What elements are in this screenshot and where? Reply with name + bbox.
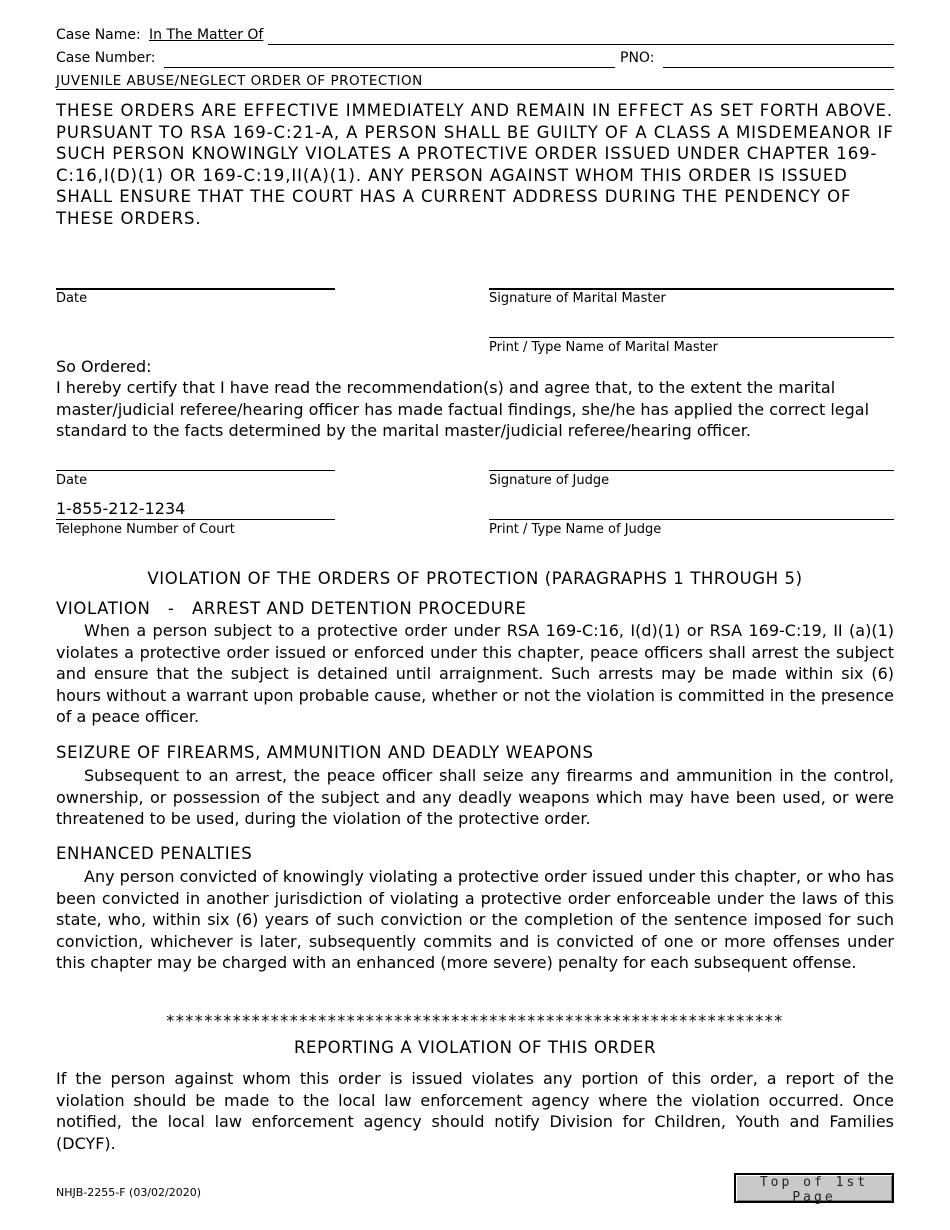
seizure-heading: SEIZURE OF FIREARMS, AMMUNITION AND DEADLY WEAPONS <box>56 743 594 762</box>
form-title: JUVENILE ABUSE/NEGLECT ORDER OF PROTECTION <box>56 73 423 89</box>
seizure-text: Subsequent to an arrest, the peace officer shall seize any firearms and ammunition in the control, ownership, or possession of the subject and any deadly weapons which may have been used, or were threatened to be used, during the violation of the protective order. <box>56 766 894 828</box>
judge-signature-label: Signature of Judge <box>489 473 610 488</box>
master-date-label: Date <box>56 291 88 306</box>
reporting-text: If the person against whom this order is issued violates any portion of this order, a report of the violation should be made to the local law enforcement agency where the violation occurred. Once notified, the local law enforcement agency should notify Division for Children, Youth and Families (DCYF). <box>56 1069 894 1153</box>
penalties-heading: ENHANCED PENALTIES <box>56 844 253 863</box>
asterisk-separator: ***************************************************************** <box>166 1011 784 1030</box>
pno-label: PNO: <box>620 50 655 66</box>
arrest-text: When a person subject to a protective order under RSA 169-C:16, I(d)(1) or RSA 169-C:19, II (a)(1) violates a protective order issued or enforced under this chapter, peace officers shall arrest the subject and ensure that the subject is detained until arraignment. Such arrests may be made within six (6) hours without a warrant upon probable cause, whether or not the violation is committed in the presence of a peace officer. <box>56 621 895 726</box>
penalties-text: Any person convicted of knowingly violating a protective order issued under this chapter, or who has been convicted in another jurisdiction of violating a protective order enforceable under the laws of this state, who, within six (6) years of such conviction or the completion of the sentence imposed for such conviction, whichever is later, subsequently commits and is convicted of one or more offenses under this chapter may be charged with an enhanced (more severe) penalty for each subsequent offense. <box>56 867 894 972</box>
case-name-label: Case Name: <box>56 27 141 43</box>
violation-title: VIOLATION OF THE ORDERS OF PROTECTION (PARAGRAPHS 1 THROUGH 5) <box>147 569 803 588</box>
top-of-first-page-button[interactable]: Top of 1st Page <box>734 1173 894 1203</box>
master-print-name-line[interactable] <box>489 337 894 338</box>
master-signature-label: Signature of Marital Master <box>489 291 666 306</box>
case-number-underline <box>164 67 615 68</box>
effective-notice: THESE ORDERS ARE EFFECTIVE IMMEDIATELY AND REMAIN IN EFFECT AS SET FORTH ABOVE. PURSUANT TO RSA 169-C:21-A, A PERSON SHALL BE GUILTY OF A CLASS A MISDEMEANOR IF SUCH PERSON KNOWINGLY VIOLATES A PROTECTIVE ORDER ISSUED UNDER CHAPTER 169-C:16,I(D)(1) OR 169-C:19,II(A)(1). ANY PERSON AGAINST WHOM THIS ORDER IS ISSUED SHALL ENSURE THAT THE COURT HAS A CURRENT ADDRESS DURING THE PENDENCY OF THESE ORDERS. <box>56 101 894 228</box>
case-name-field[interactable] <box>149 27 893 45</box>
pno-underline <box>663 67 894 68</box>
case-number-label: Case Number: <box>56 50 156 66</box>
arrest-heading: VIOLATION - ARREST AND DETENTION PROCEDURE <box>56 599 527 618</box>
reporting-title: REPORTING A VIOLATION OF THIS ORDER <box>293 1038 657 1057</box>
judge-signature-line[interactable] <box>489 470 894 471</box>
master-date-line[interactable] <box>56 288 335 290</box>
form-number: NHJB-2255-F (03/02/2020) <box>56 1186 202 1199</box>
so-ordered-title: So Ordered: <box>56 357 152 376</box>
form-title-underline <box>56 89 894 90</box>
court-phone-underline <box>56 519 335 520</box>
case-name-value: In The Matter Of <box>149 27 264 43</box>
court-phone-label: Telephone Number of Court <box>56 522 235 537</box>
judge-date-line[interactable] <box>56 470 335 471</box>
so-ordered-text: I hereby certify that I have read the recommendation(s) and agree that, to the extent the marital master/judicial referee/hearing officer has made factual findings, she/he has applied the correct legal standard to the facts determined by the marital master/judicial referee/hearing officer. <box>56 378 870 440</box>
judge-date-label: Date <box>56 473 88 488</box>
pno-field[interactable] <box>663 50 893 68</box>
judge-print-name-label: Print / Type Name of Judge <box>489 522 662 537</box>
master-print-name-label: Print / Type Name of Marital Master <box>489 340 719 355</box>
case-name-underline <box>268 44 894 45</box>
court-phone-field[interactable]: 1-855-212-1234 <box>56 499 186 518</box>
master-signature-line[interactable] <box>489 288 894 290</box>
judge-print-name-line[interactable] <box>489 519 894 520</box>
case-number-field[interactable] <box>164 50 614 68</box>
